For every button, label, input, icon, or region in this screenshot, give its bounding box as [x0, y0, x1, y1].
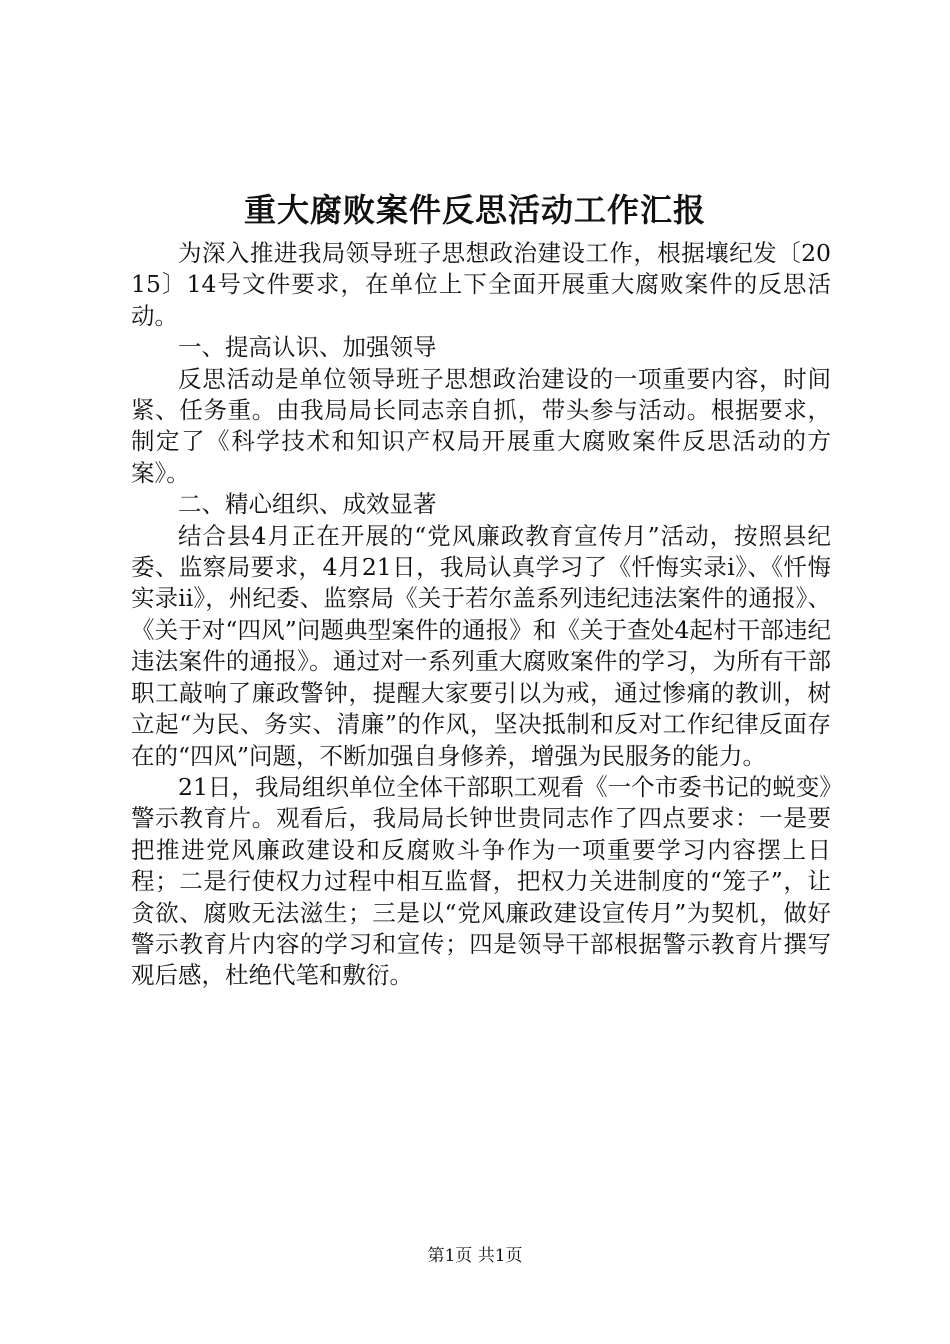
section-1-paragraph: 反思活动是单位领导班子思想政治建设的一项重要内容，时间紧、任务重。由我局局长同志亲自抓，带头参与活动。根据要求，制定了《科学技术和知识产权局开展重大腐败案件反思活动的方案》。: [131, 364, 831, 487]
section-2-paragraph-2: 21日，我局组织单位全体干部职工观看《一个市委书记的蜕变》警示教育片。观看后，我局局长钟世贵同志作了四点要求：一是要把推进党风廉政建设和反腐败斗争作为一项重要学习内容摆上日程；二是行使权力过程中相互监督，把权力关进制度的“笼子”，让贪欲、腐败无法滋生；三是以“党风廉政建设宣传月”为契机，做好警示教育片内容的学习和宣传；四是领导干部根据警示教育片撰写观后感，杜绝代笔和敷衍。: [131, 772, 831, 990]
intro-paragraph: 为深入推进我局领导班子思想政治建设工作，根据壤纪发〔2015〕14号文件要求，在单位上下全面开展重大腐败案件的反思活动。: [131, 239, 831, 330]
page-footer: 第1页 共1页: [427, 1246, 523, 1266]
document-body: [131, 238, 831, 992]
document-title: 重大腐败案件反思活动工作汇报: [243, 191, 706, 229]
section-2-paragraph-1: 结合县4月正在开展的“党风廉政教育宣传月”活动，按照县纪委、监察局要求，4月21日，我局认真学习了《忏悔实录ⅰ》、《忏悔实录ⅱ》，州纪委、监察局《关于若尔盖系列违纪违法案件的通报》、《关于对“四风”问题典型案件的通报》和《关于查处4起村干部违纪违法案件的通报》。通过对一系列重大腐败案件的学习，为所有干部职工敲响了廉政警钟，提醒大家要引以为戒，通过惨痛的教训，树立起“为民、务实、清廉”的作风，坚决抵制和反对工作纪律反面存在的“四风”问题，不断加强自身修养，增强为民服务的能力。: [131, 521, 831, 770]
section-heading-2: 二、精心组织、成效显著: [178, 490, 437, 519]
section-heading-1: 一、提高认识、加强领导: [178, 333, 437, 362]
